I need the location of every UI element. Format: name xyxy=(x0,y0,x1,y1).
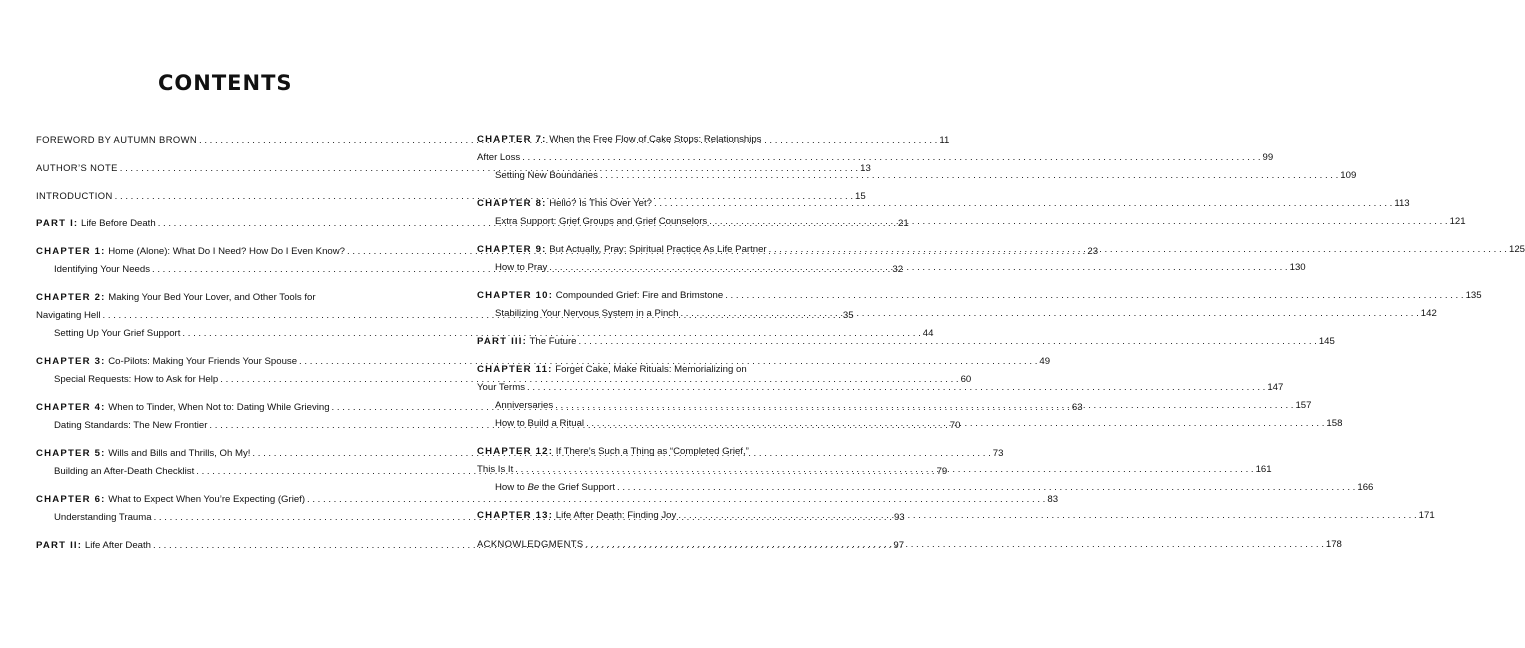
toc-entry xyxy=(477,364,829,378)
toc-entry-title xyxy=(495,216,707,227)
dot-leader xyxy=(725,290,1463,301)
dot-leader xyxy=(680,308,1418,319)
toc-entry-label: CHAPTER 4: xyxy=(36,402,106,413)
dot-leader xyxy=(654,198,1392,209)
toc-entry-title xyxy=(54,328,180,339)
dot-leader xyxy=(579,336,1317,347)
toc-entry-title xyxy=(477,364,747,375)
toc-entry-text: Dating Standards: The New Frontier xyxy=(54,420,208,431)
toc-entry-title xyxy=(477,336,577,347)
dot-leader xyxy=(555,400,1293,411)
dot-leader xyxy=(586,539,1324,550)
dot-leader xyxy=(709,216,1447,227)
toc-entry xyxy=(477,198,1410,212)
page-number: 113 xyxy=(1394,198,1410,209)
toc-entry-text: But Actually, Pray: Spiritual Practice As Life Partner xyxy=(549,244,767,255)
toc-entry-title xyxy=(477,198,652,209)
dot-leader xyxy=(586,418,1324,429)
toc-entry-title xyxy=(54,420,207,431)
toc-entry xyxy=(477,336,1335,350)
toc-entry-label: PART I: xyxy=(36,218,79,229)
toc-entry-title xyxy=(477,152,520,163)
dot-leader xyxy=(549,262,1287,273)
toc-entry-title xyxy=(36,218,156,229)
toc-entry-title xyxy=(36,494,305,505)
page-number: 130 xyxy=(1289,262,1306,273)
toc-entry-label: CHAPTER 11: xyxy=(477,364,553,375)
toc-entry-text: When the Free Flow of Cake Stops: Relationships xyxy=(549,134,762,145)
toc-entry-title xyxy=(477,510,676,521)
toc-subentry xyxy=(495,482,1374,496)
toc-entry-text: Home (Alone): What Do I Need? How Do I Even Know? xyxy=(108,246,346,257)
toc-entry-text: Forget Cake, Make Rituals: Memorializing on xyxy=(555,364,747,375)
toc-entry-text: Co-Pilots: Making Your Friends Your Spouse xyxy=(108,356,298,367)
toc-entry-label: CHAPTER 12: xyxy=(477,446,554,457)
toc-entry-title xyxy=(495,418,584,429)
toc-entry-text: What to Expect When You’re Expecting (Grief) xyxy=(108,494,306,505)
page-number: 21 xyxy=(898,218,909,229)
toc-entry-label: CHAPTER 5: xyxy=(36,448,106,459)
page-number: 60 xyxy=(960,374,972,385)
toc-entry-text: Wills and Bills and Thrills, Oh My! xyxy=(108,448,251,459)
toc-entry-text: After Loss xyxy=(477,152,521,163)
toc-entry-text: Life After Death xyxy=(84,540,152,551)
page-number: 63 xyxy=(1071,402,1083,413)
toc-entry xyxy=(477,290,1482,304)
toc-entry-label: CHAPTER 2: xyxy=(36,292,106,303)
toc-entry-label: CHAPTER 1: xyxy=(36,246,106,257)
toc-entry-text: Stabilizing Your Nervous System in a Pinch xyxy=(495,308,679,319)
toc-entry-title xyxy=(36,402,330,413)
toc-entry-title xyxy=(477,382,525,393)
toc-entry-text: Compounded Grief: Fire and Brimstone xyxy=(555,290,724,301)
toc-entry-text: Building an After-Death Checklist xyxy=(54,466,195,477)
page-number: 135 xyxy=(1465,290,1482,301)
toc-entry xyxy=(36,494,1059,508)
toc-entry-text: Life Before Death xyxy=(81,218,156,229)
toc-entry xyxy=(36,292,388,306)
toc-entry-text: FOREWORD BY AUTUMN BROWN xyxy=(36,134,197,145)
page-number: 70 xyxy=(949,420,961,431)
toc-entry-title xyxy=(54,466,194,477)
toc-entry-text: Setting Up Your Grief Support xyxy=(54,328,181,339)
page-number: 11 xyxy=(939,135,950,146)
toc-entry-label: PART III: xyxy=(477,336,528,347)
toc-entry-label: CHAPTER 9: xyxy=(477,244,547,255)
toc-entry-title xyxy=(477,446,749,457)
toc-entry-text: The Future xyxy=(529,336,577,347)
toc-entry-title xyxy=(54,264,150,275)
toc-entry-text: Be xyxy=(527,482,540,493)
toc-entry-label: CHAPTER 13: xyxy=(477,510,554,521)
toc-entry-text: Identifying Your Needs xyxy=(54,264,151,275)
toc-entry-title xyxy=(36,134,197,146)
toc-entry-title xyxy=(477,244,767,255)
toc-entry-text: Life After Death: Finding Joy xyxy=(555,510,677,521)
page-number: 73 xyxy=(992,448,1004,459)
toc-entry-label: CHAPTER 8: xyxy=(477,198,547,209)
toc-entry-text: This Is It xyxy=(477,464,514,475)
page-number: 125 xyxy=(1508,244,1525,255)
page-number: 166 xyxy=(1357,482,1374,493)
toc-entry-title xyxy=(36,162,118,174)
toc-entry-text: How to Pray xyxy=(495,262,548,273)
toc-entry-text: Your Terms xyxy=(477,382,525,393)
toc-entry-text: Navigating Hell xyxy=(36,310,101,321)
toc-entry-text: Hello? Is This Over Yet? xyxy=(549,198,652,209)
page-number: 161 xyxy=(1255,464,1272,475)
toc-entry xyxy=(477,446,829,460)
page-number: 83 xyxy=(1047,494,1059,505)
toc-entry-title xyxy=(36,356,297,367)
page-number: 79 xyxy=(936,466,948,477)
toc-entry-text: Setting New Boundaries xyxy=(495,170,598,181)
toc-entry xyxy=(477,134,829,148)
toc-entry-title xyxy=(477,464,513,475)
page-number: 171 xyxy=(1418,510,1435,521)
toc-entry-label: CHAPTER 6: xyxy=(36,494,106,505)
toc-entry-text: When to Tinder, When Not to: Dating While Grieving xyxy=(108,402,330,413)
toc-entry-text: Understanding Trauma xyxy=(54,512,152,523)
toc-entry xyxy=(477,152,1274,166)
toc-entry-title xyxy=(495,170,598,181)
toc-entry-title xyxy=(495,482,615,493)
toc-entry xyxy=(477,382,1284,396)
toc-entry-title xyxy=(477,134,761,145)
toc-entry-text: How to Build a Ritual xyxy=(495,418,585,429)
page-number: 157 xyxy=(1295,400,1312,411)
toc-entry-label: CHAPTER 3: xyxy=(36,356,106,367)
toc-entry-text: Extra Support: Grief Groups and Grief Counselors xyxy=(495,216,708,227)
toc-entry-text: How to xyxy=(495,482,528,493)
page-number: 44 xyxy=(922,328,934,339)
toc-subentry xyxy=(495,170,1357,184)
page-number: 121 xyxy=(1449,216,1466,227)
page-title: CONTENTS xyxy=(158,71,293,95)
page-number: 32 xyxy=(892,264,904,275)
toc-entry-title xyxy=(36,190,113,202)
toc-entry-title xyxy=(54,374,218,385)
page-number: 145 xyxy=(1318,336,1335,347)
dot-leader xyxy=(617,482,1355,493)
dot-leader xyxy=(600,170,1338,181)
page-number: 49 xyxy=(1039,356,1051,367)
toc-entry-title xyxy=(495,262,547,273)
dot-leader xyxy=(769,244,1507,255)
toc-entry-title xyxy=(495,400,553,411)
toc-entry-title xyxy=(54,512,152,523)
dot-leader xyxy=(522,152,1260,163)
page-number: 13 xyxy=(860,163,871,174)
toc-entry-title xyxy=(495,308,678,319)
toc-entry-title xyxy=(477,290,723,301)
page-number: 15 xyxy=(855,191,866,202)
page-number: 142 xyxy=(1420,308,1437,319)
page-number: 99 xyxy=(1262,152,1274,163)
toc-entry-text: Making Your Bed Your Lover, and Other Tools for xyxy=(108,292,316,303)
toc-entry-title xyxy=(36,448,250,459)
toc-entry-text: ACKNOWLEDGMENTS xyxy=(477,538,584,549)
dot-leader xyxy=(515,464,1253,475)
toc-entry-text: Anniversaries xyxy=(495,400,554,411)
toc-entry-text: INTRODUCTION xyxy=(36,190,113,201)
toc-entry-label: CHAPTER 10: xyxy=(477,290,554,301)
toc-entry-title xyxy=(36,246,345,257)
page-number: 35 xyxy=(842,310,854,321)
page-number: 178 xyxy=(1325,539,1342,550)
toc-entry-text: the Grief Support xyxy=(539,482,616,493)
dot-leader xyxy=(527,382,1265,393)
toc-subentry xyxy=(495,216,1466,230)
toc-entry-text: Special Requests: How to Ask for Help xyxy=(54,374,219,385)
page-number: 147 xyxy=(1267,382,1284,393)
toc-entry-title xyxy=(36,292,316,303)
dot-leader xyxy=(678,510,1416,521)
toc-entry-text: AUTHOR’S NOTE xyxy=(36,162,118,173)
toc-entry-label: CHAPTER 7: xyxy=(477,134,547,145)
toc-entry-title xyxy=(477,538,584,550)
page-number: 97 xyxy=(893,540,905,551)
page-number: 93 xyxy=(893,512,905,523)
toc-entry-title xyxy=(36,540,151,551)
page-number: 158 xyxy=(1326,418,1343,429)
toc-entry-title xyxy=(36,310,101,321)
toc-entry-label: PART II: xyxy=(36,540,83,551)
toc-entry-text: If There’s Such a Thing as “Completed Grief,” xyxy=(555,446,749,457)
page-number: 23 xyxy=(1087,246,1099,257)
page-number: 109 xyxy=(1340,170,1357,181)
